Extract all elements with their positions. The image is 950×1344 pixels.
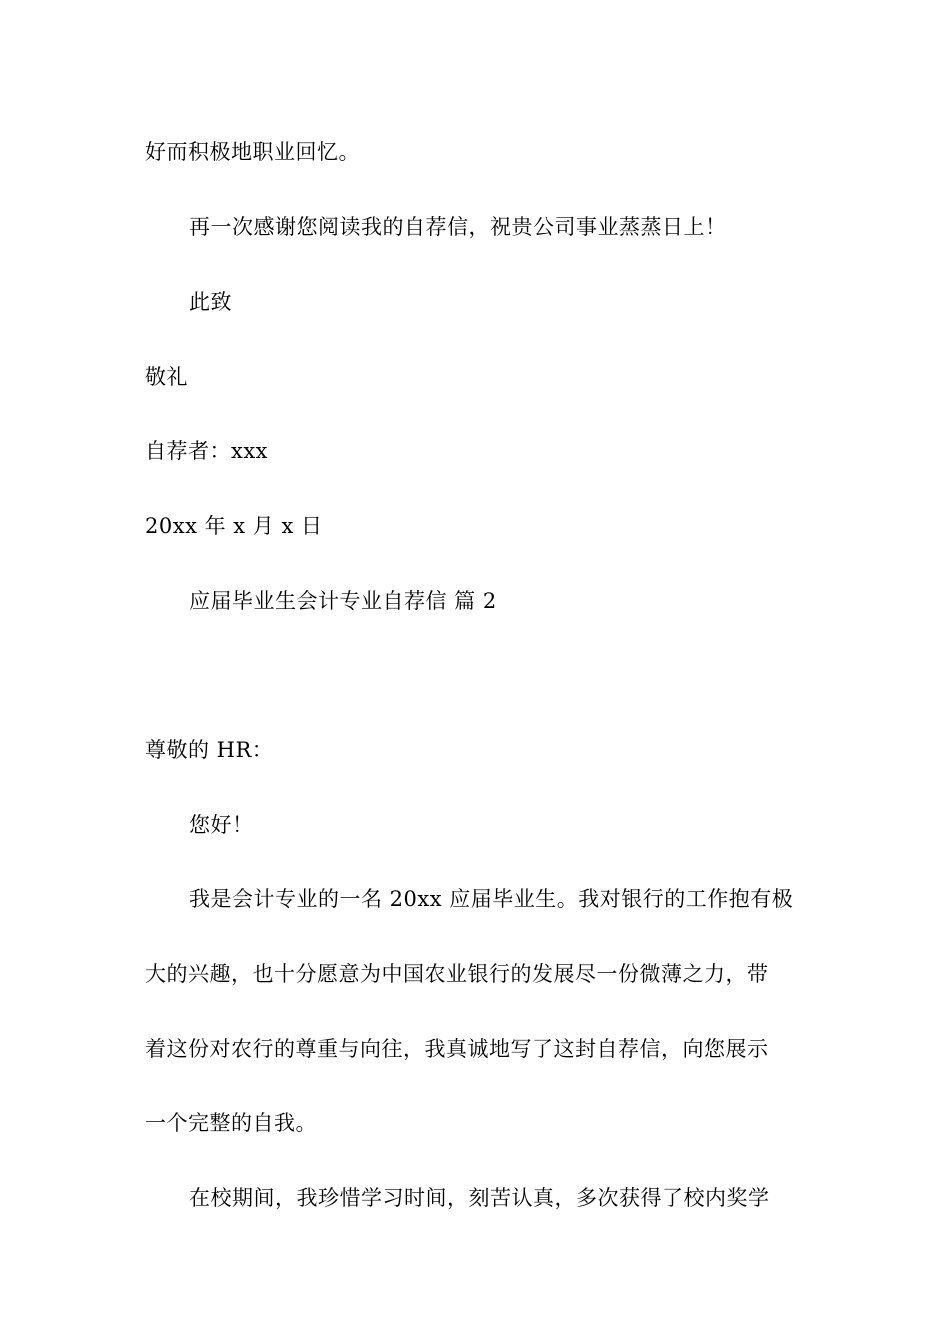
section-title: 应届毕业生会计专业自荐信 篇 2 (189, 589, 497, 613)
paragraph-line: 在校期间，我珍惜学习时间，刻苦认真，多次获得了校内奖学 (189, 1186, 770, 1210)
greeting-line: 尊敬的 HR： (145, 738, 274, 762)
paragraph-line: 一个完整的自我。 (145, 1111, 317, 1135)
paragraph-line: 再一次感谢您阅读我的自荐信，祝贵公司事业蒸蒸日上！ (189, 215, 727, 239)
closing-regards: 敬礼 (145, 365, 188, 389)
paragraph-line: 我是会计专业的一名 20xx 应届毕业生。我对银行的工作抱有极 (189, 887, 794, 911)
signature-line: 自荐者：xxx (145, 439, 269, 463)
paragraph-line: 好而积极地职业回忆。 (145, 140, 360, 164)
paragraph-line: 着这份对农行的尊重与向往，我真诚地写了这封自荐信，向您展示 (145, 1037, 769, 1061)
greeting-hello: 您好！ (189, 813, 254, 837)
date-line: 20xx 年 x 月 x 日 (145, 514, 323, 538)
paragraph-line: 大的兴趣，也十分愿意为中国农业银行的发展尽一份微薄之力，带 (145, 962, 769, 986)
closing-salutation: 此致 (189, 290, 232, 314)
